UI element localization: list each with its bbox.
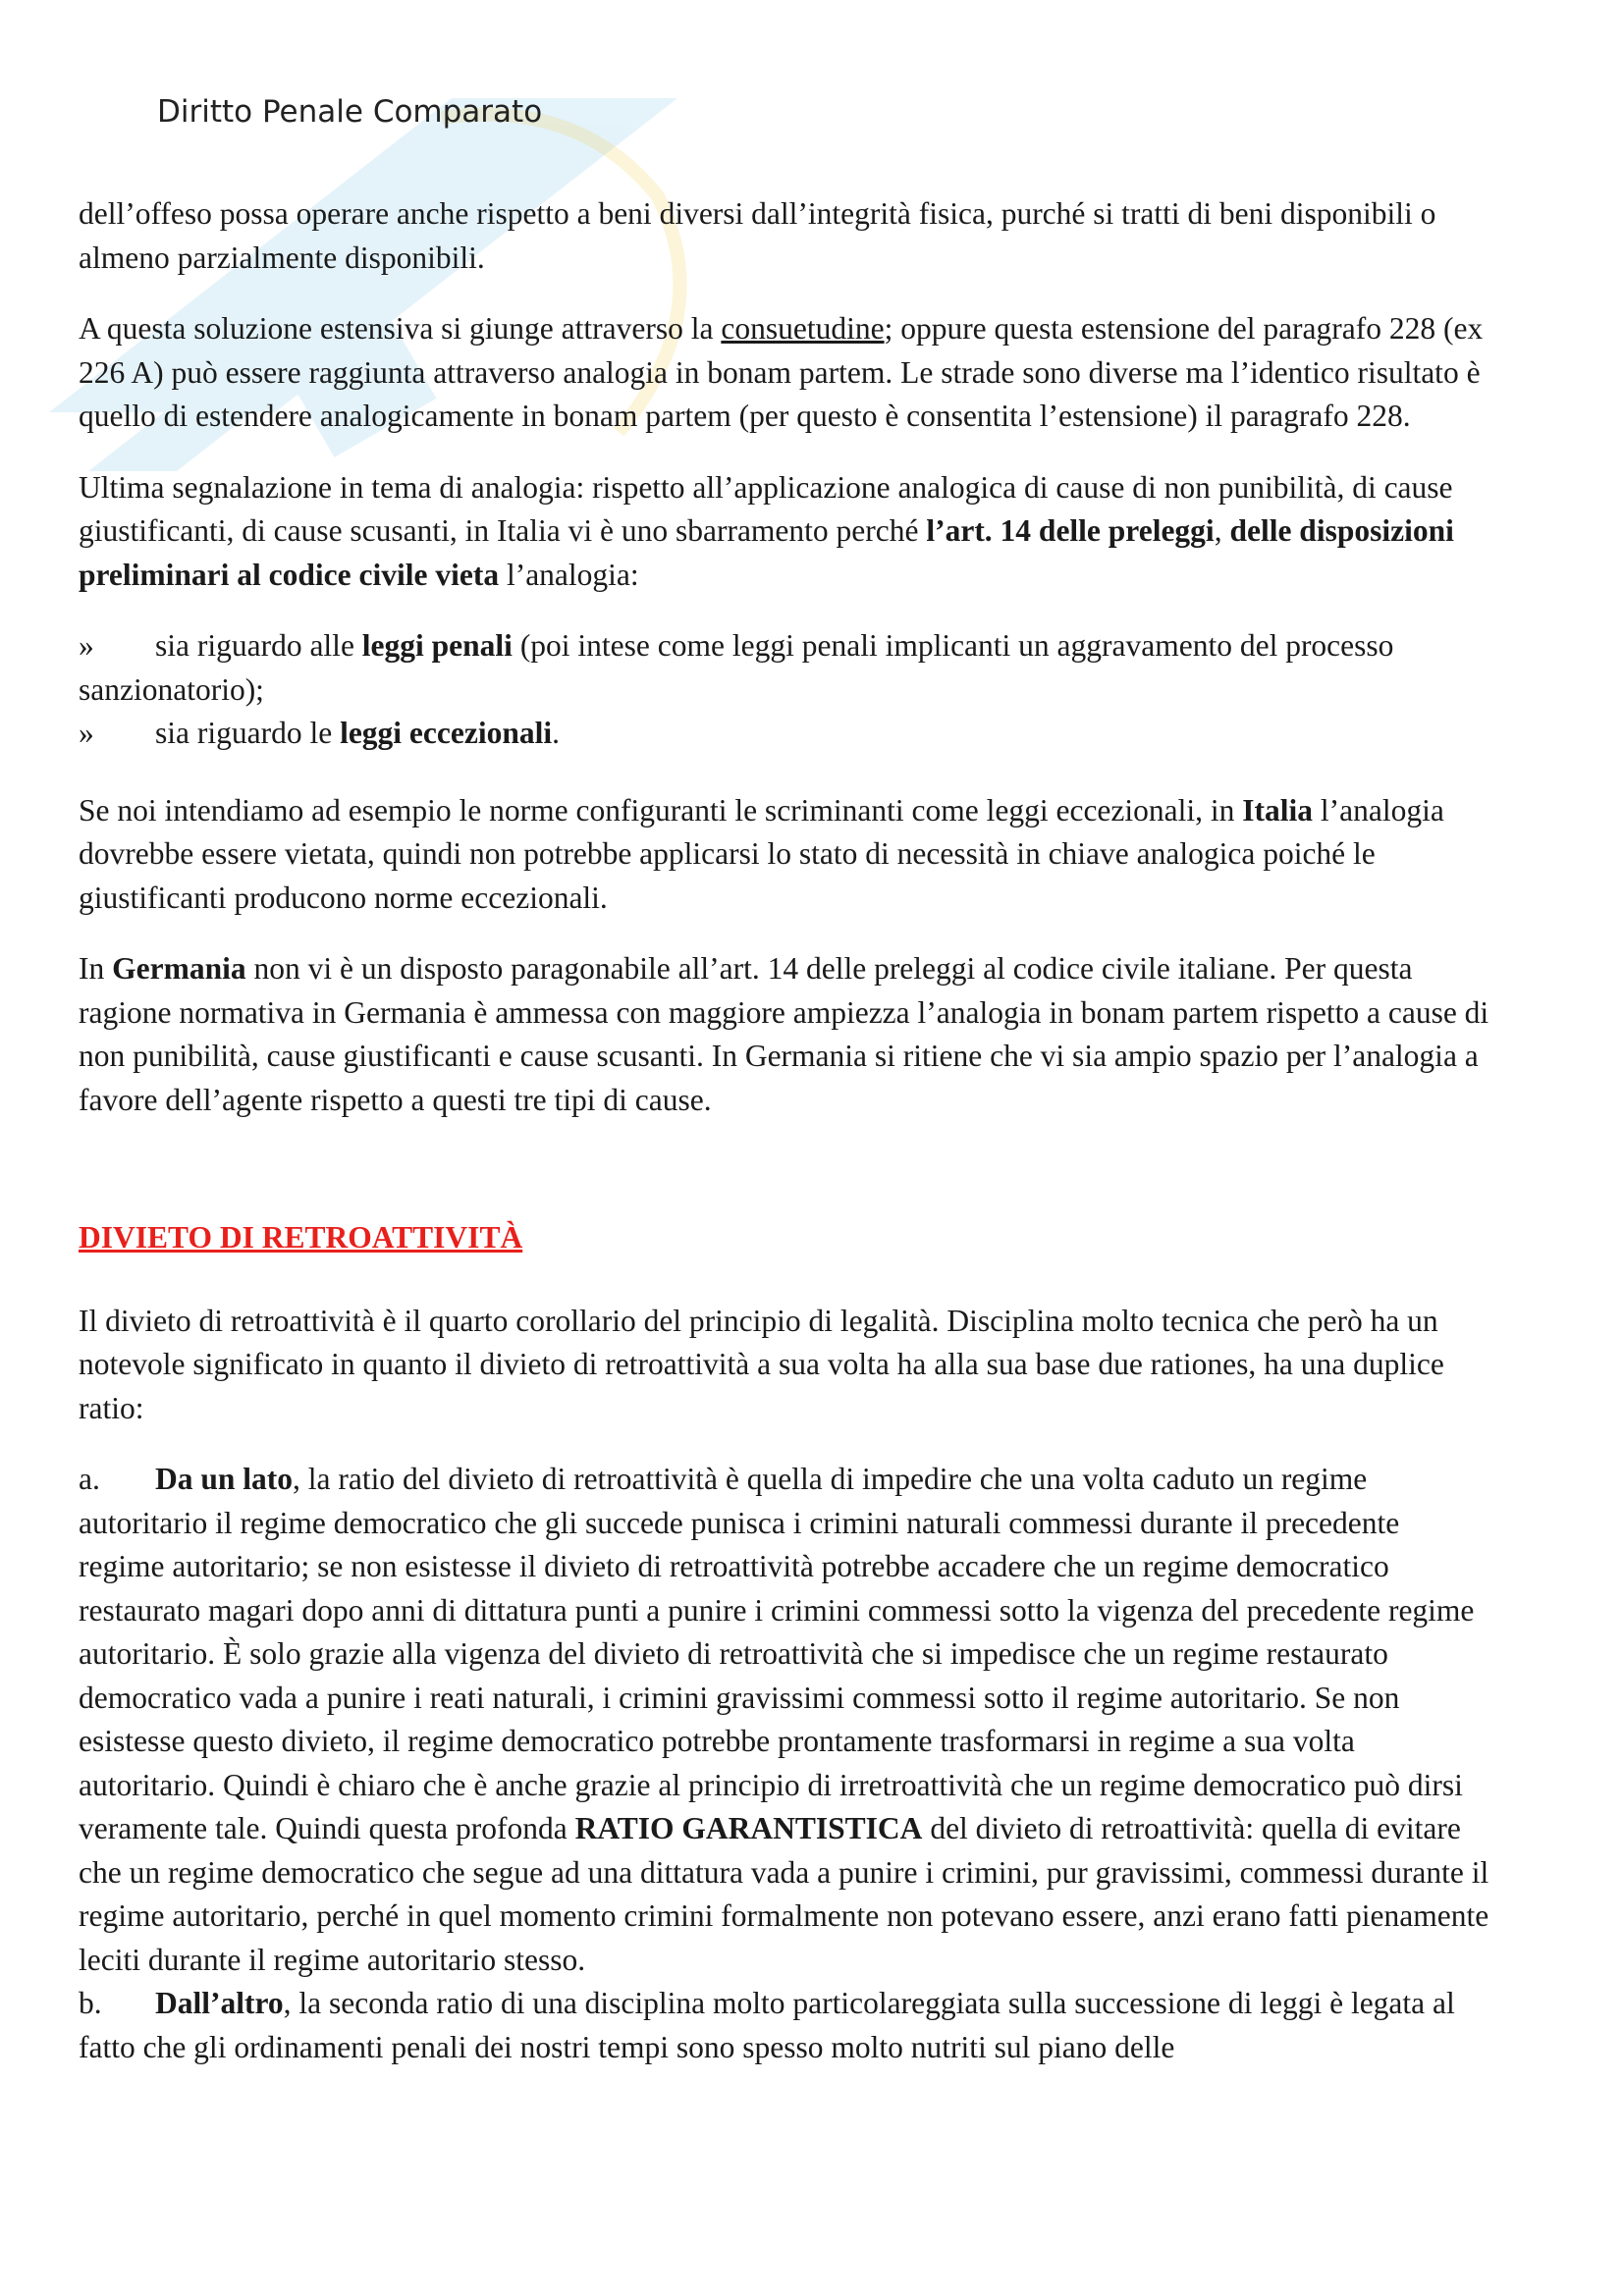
text-run: Se noi intendiamo ad esempio le norme configuranti le scriminanti come leggi eccezionali, in	[79, 792, 1243, 828]
text-run: sia riguardo le	[155, 716, 341, 750]
section-heading: DIVIETO DI RETROATTIVITÀ	[79, 1220, 523, 1255]
bold-term: leggi penali	[361, 628, 513, 663]
document-body	[79, 192, 1492, 2069]
bold-term: Germania	[112, 951, 246, 986]
list-item	[79, 712, 1492, 756]
bold-term: l’art. 14 delle preleggi	[926, 513, 1215, 548]
bullet-marker: »	[79, 628, 94, 663]
bold-term: delle disposizioni preliminari al codice civile vieta	[79, 513, 1454, 592]
list-item	[79, 624, 1492, 712]
text-run: , la ratio del divieto di retroattività è quella di impedire che una volta caduto un regime autoritario il regime democratico che gli succede punisca i crimini naturali commessi durante il precedente regime autoritario; se non esistesse il divieto di retroattività potrebbe accadere che un regime democratico restaurato magari dopo anni di dittatura punti a punire i crimini commessi sotto la vigenza del precedente regime autoritario. È solo grazie alla vigenza del divieto di retroattività che si impedisce che un regime restaurato democratico vada a punire i reati naturali, i crimini gravissimi commessi sotto il regime autoritario. Se non esistesse questo divieto, il regime democratico potrebbe prontamente trasformarsi in regime a sua volta autoritario. Quindi è chiaro che è anche grazie al principio di irretroattività che un regime democratico può dirsi veramente tale. Quindi questa profonda	[79, 1462, 1475, 1845]
text-run: ; oppure questa estensione del paragrafo 228 (ex 226 A) può essere raggiunta attraverso analogia in bonam partem. Le strade sono diverse ma l’identico risultato è quello di estendere analogicamente in bonam partem (per questo è consentita l’estensione) il paragrafo 228.	[79, 311, 1484, 433]
list-marker: b.	[79, 1986, 102, 2020]
paragraph-6: Il divieto di retroattività è il quarto corollario del principio di legalità. Disciplina molto tecnica che però ha un notevole significato in quanto il divieto di retroattività a sua volta ha alla sua base due rationes, ha una duplice ratio:	[79, 1303, 1444, 1425]
list-marker: a.	[79, 1462, 100, 1496]
text-run: ,	[1214, 513, 1230, 548]
paragraph-2	[79, 307, 1492, 439]
list-item	[79, 1982, 1492, 2069]
paragraph-4	[79, 789, 1492, 921]
text-run: Ultima segnalazione in tema di analogia: rispetto all’applicazione analogica di cause di non punibilità, di cause giustificanti, di cause scusanti, in Italia vi è uno sbarramento perché	[79, 469, 1453, 548]
paragraph-1: dell’offeso possa operare anche rispetto a beni diversi dall’integrità fisica, purché si tratti di beni disponibili o almeno parzialmente disponibili.	[79, 196, 1436, 275]
bullet-marker: »	[79, 716, 94, 750]
underlined-term: consuetudine	[721, 311, 885, 346]
bullet-list	[79, 624, 1492, 756]
text-run: A questa soluzione estensiva si giunge attraverso la	[79, 311, 722, 346]
text-run: .	[552, 716, 560, 750]
text-run: l’analogia dovrebbe essere vietata, quindi non potrebbe applicarsi lo stato di necessità in chiave analogica poiché le giustificanti producono norme eccezionali.	[79, 792, 1444, 915]
paragraph-5	[79, 947, 1492, 1122]
page-header-title: Diritto Penale Comparato	[157, 94, 543, 130]
bold-term: RATIO GARANTISTICA	[574, 1811, 923, 1845]
bold-term: Dall’altro	[155, 1986, 284, 2020]
paragraph-3	[79, 466, 1492, 598]
text-run: sia riguardo alle	[155, 628, 362, 663]
bold-term: Italia	[1242, 792, 1314, 828]
bold-term: Da un lato	[155, 1462, 294, 1496]
text-run: In	[79, 951, 113, 986]
text-run: l’analogia:	[499, 557, 639, 592]
text-run: non vi è un disposto paragonabile all’art. 14 delle preleggi al codice civile italiane. Per questa ragione normativa in Germania è ammessa con maggiore ampiezza l’analogia in bonam partem rispetto a cause di non punibilità, cause giustificanti e cause scusanti. In Germania si ritiene che vi sia ampio spazio per l’analogia a favore dell’agente rispetto a questi tre tipi di cause.	[79, 951, 1489, 1117]
text-run: del divieto di retroattività: quella di evitare che un regime democratico che segue ad una dittatura vada a punire i crimini, pur gravissimi, commessi durante il regime autoritario, perché in quel momento crimini formalmente non potevano essere, anzi erano fatti pienamente leciti durante il regime autoritario stesso.	[79, 1811, 1489, 1977]
text-run: , la seconda ratio di una disciplina molto particolareggiata sulla successione di leggi è legata al fatto che gli ordinamenti penali dei nostri tempi sono spesso molto nutriti sul piano delle	[79, 1986, 1455, 2064]
text-run: (poi intese come leggi penali implicanti un aggravamento del processo sanzionatorio);	[79, 628, 1394, 707]
bold-term: leggi eccezionali	[340, 716, 553, 750]
list-item	[79, 1458, 1492, 1982]
